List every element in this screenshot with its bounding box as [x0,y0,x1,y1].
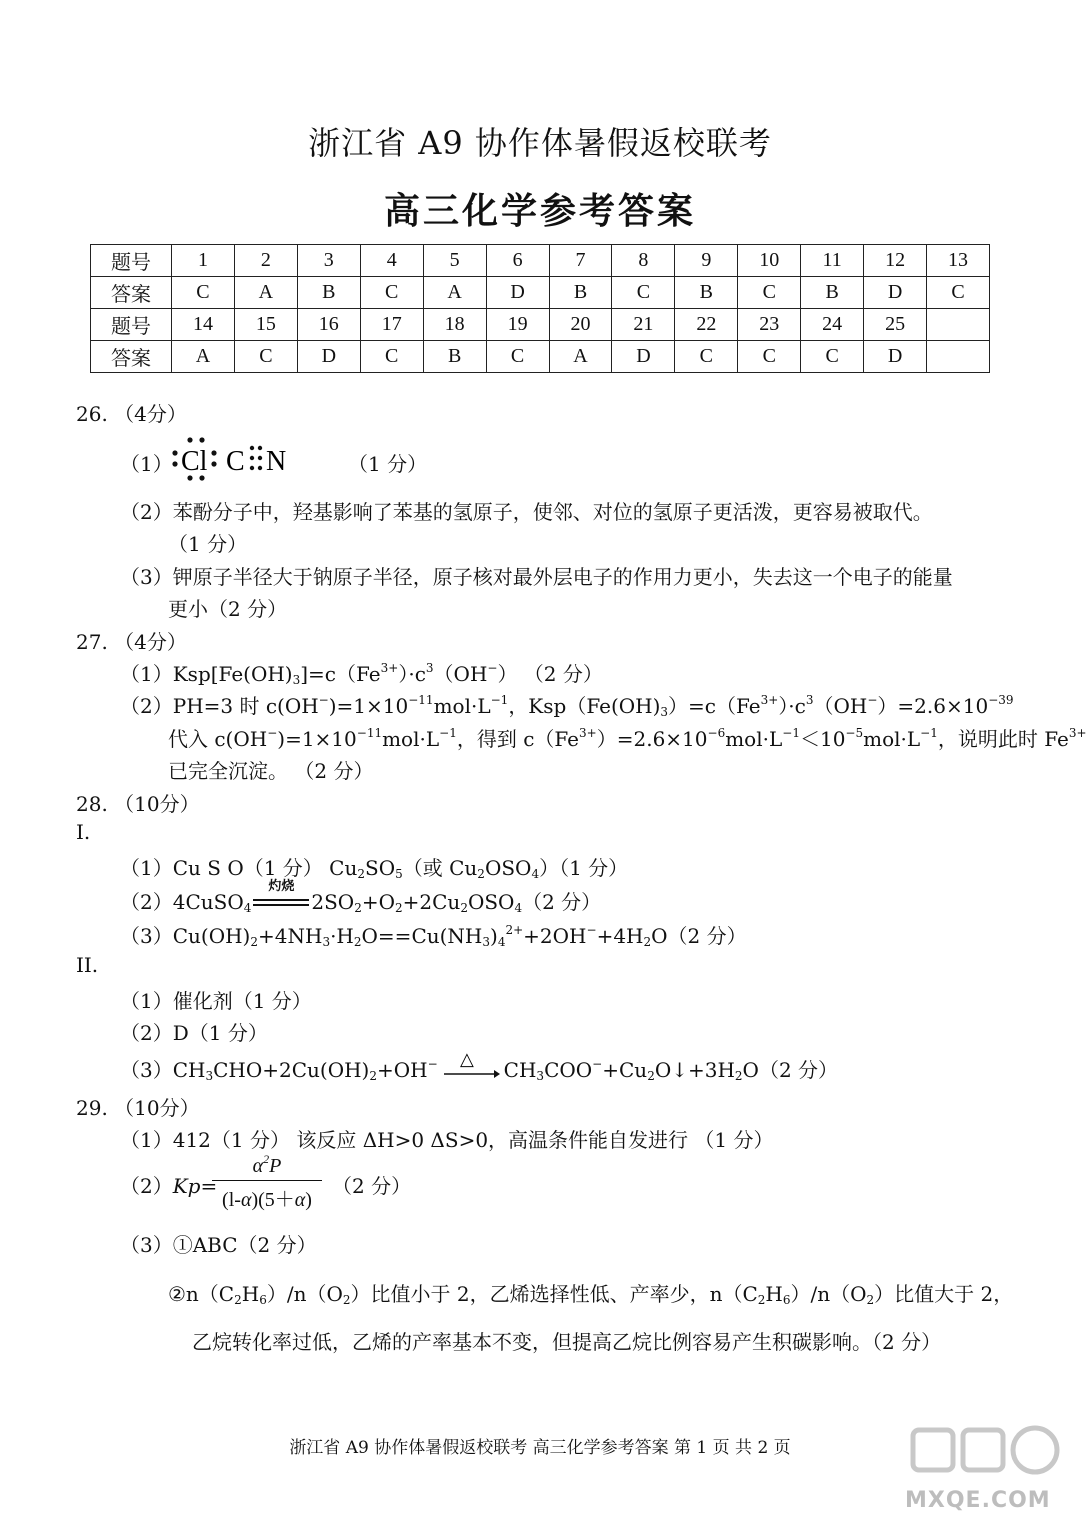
lewis-c: C [226,446,245,477]
q26-p1-label: （1） [120,452,173,476]
q28-ii-p1: （1）催化剂（1 分） [120,989,312,1013]
table-cell: 21 [612,309,675,341]
table-cell: D [612,341,675,373]
row-label: 题号 [91,309,172,341]
table-cell: A [423,277,486,309]
table-cell: 6 [486,245,549,277]
table-cell: 2 [234,245,297,277]
table-cell: 20 [549,309,612,341]
table-cell: 13 [927,245,990,277]
q26-p2-line2: （1 分） [168,532,248,556]
table-cell: B [801,277,864,309]
table-cell: 12 [864,245,927,277]
table-cell: 11 [801,245,864,277]
table-row [91,277,990,309]
table-cell: C [612,277,675,309]
table-cell: 10 [738,245,801,277]
lewis-n: N [266,446,287,477]
table-cell: 5 [423,245,486,277]
table-cell: C [486,341,549,373]
table-cell: 3 [297,245,360,277]
table-cell [927,309,990,341]
q29-p3-2-line1: $②n(C_2H_6)/n(O_2)$比值小于 2，乙烯选择性低、产率少，$n(C_2H_6)/n(O_2)$比值大于 2， [168,1282,1014,1307]
table-cell: 14 [172,309,235,341]
table-cell: A [549,341,612,373]
page-footer: 浙江省 A9 协作体暑假返校联考 高三化学参考答案 第 1 页 共 2 页 [289,1438,791,1458]
table-cell: B [297,277,360,309]
q28-part-i: I. [76,820,91,844]
kp-denominator: (l-α)(5＋α) [222,1189,312,1211]
q27-p2-line2: 代入 $c(OH^-)=1\times 10^{-11}mol\cdot L^{-1}$，得到 $c(Fe^{3+})=2.6\times 10^{-6}mol\cdot L^{-1}<10^{-5}mol\cdot L^{-1}$，说明此时 $Fe^{3+}$ [168,726,1087,751]
watermark-text: MXQE.COM [905,1488,1051,1513]
table-cell: C [172,277,235,309]
q26-p3-line2: 更小（2 分） [168,597,288,621]
table-cell: C [360,277,423,309]
q27-heading: 27. （4分） [76,630,187,654]
table-cell: 22 [675,309,738,341]
table-cell: 8 [612,245,675,277]
table-cell: D [864,341,927,373]
table-row [91,341,990,373]
table-row [91,245,990,277]
table-cell: C [360,341,423,373]
q29-heading: 29. （10分） [76,1096,200,1120]
table-cell: C [234,341,297,373]
reaction-arrow-heat [442,1049,500,1079]
lewis-cl: Cl [181,446,208,477]
table-cell: 15 [234,309,297,341]
table-cell: 23 [738,309,801,341]
table-cell: 9 [675,245,738,277]
kp-fraction [212,1152,322,1212]
q29-p2-score: （2 分） [332,1174,412,1198]
table-cell: C [738,341,801,373]
table-cell: D [297,341,360,373]
q27-p2-line3: 已完全沉淀。 （2 分） [168,759,374,783]
row-label: 题号 [91,245,172,277]
q29-p1: （1）412（1 分） 该反应 ΔH>0 ΔS>0，高温条件能自发进行 （1 分） [120,1128,774,1152]
document-subtitle: 高三化学参考答案 [383,190,696,232]
table-cell: C [801,341,864,373]
kp-numerator: $\alpha^2P$ [252,1152,282,1177]
q28-i-p3: $(3)Cu(OH)_2+4NH_3\cdot H_2O==Cu(NH_3)_4^{2+}+2OH^-+4H_2O(2$ 分） [120,923,747,949]
table-cell: 7 [549,245,612,277]
table-cell: B [675,277,738,309]
table-cell [927,341,990,373]
heat-symbol: △ [459,1049,474,1070]
table-cell: 16 [297,309,360,341]
table-cell: B [423,341,486,373]
table-cell: 19 [486,309,549,341]
q29-p2: （2）Kp= [120,1174,218,1198]
q26-heading: 26. （4分） [76,402,187,426]
q26-p2-line1: （2）苯酚分子中，羟基影响了苯基的氢原子，使邻、对位的氢原子更活泼，更容易被取代。 [120,500,933,524]
table-cell: C [675,341,738,373]
q28-heading: 28. （10分） [76,792,200,816]
table-cell: 1 [172,245,235,277]
row-label: 答案 [91,277,172,309]
answer-table [90,244,990,373]
document-title: 浙江省 A9 协作体暑假返校联考 [308,124,772,162]
q28-i-p2: （2）4CuSO$_4$ 灼烧 $2SO_2+O_2+2Cu_2OSO_4(2$ 分） [120,879,602,915]
q27-p2-line1: （2）PH=3 时 $c(OH^-)=1\times 10^{-11}mol\cdot L^{-1}$，$Ksp(Fe(OH)_3)=c(Fe^{3+})\cdot c^3(OH^-)=2.6\times 10^{-39}$ [120,693,1014,719]
table-cell: 25 [864,309,927,341]
q29-p3-1: （3）①ABC（2 分） [120,1233,317,1257]
q28-ii-p2: （2）D（1 分） [120,1021,268,1045]
equals-sign-heating: 灼烧 [253,890,309,912]
table-cell: 4 [360,245,423,277]
q28-i-p1: （1）Cu S O（1 分） $Cu_2SO_5$（或 $Cu_2OSO_4)(1$ 分） [120,856,629,881]
table-cell: C [927,277,990,309]
table-row [91,309,990,341]
table-cell: 17 [360,309,423,341]
table-cell: A [234,277,297,309]
q28-part-ii: II. [76,953,99,977]
q26-p3-line1: （3）钾原子半径大于钠原子半径，原子核对最外层电子的作用力更小，失去这一个电子的能量 [120,565,953,589]
q26-p1-score: （1 分） [348,452,428,476]
lewis-structure-clcn [172,436,302,482]
q27-p1: $(1)Ksp[Fe(OH)_3]=c(Fe^{3+})\cdot c^3(OH^-)$ （2 分） [120,661,603,687]
table-cell: 24 [801,309,864,341]
table-cell: C [738,277,801,309]
q29-p3-2-line2: 乙烷转化率过低，乙烯的产率基本不变，但提高乙烷比例容易产生积碳影响。（2 分） [192,1330,942,1354]
table-cell: D [864,277,927,309]
table-cell: D [486,277,549,309]
table-cell: A [172,341,235,373]
row-label: 答案 [91,341,172,373]
table-cell: B [549,277,612,309]
table-cell: 18 [423,309,486,341]
q28-ii-p3: $(3)CH_3CHO+2Cu(OH)_2+OH^-$ △ $CH_3COO^-+Cu_2O↓+3H_2O(2$ 分） [120,1049,839,1083]
